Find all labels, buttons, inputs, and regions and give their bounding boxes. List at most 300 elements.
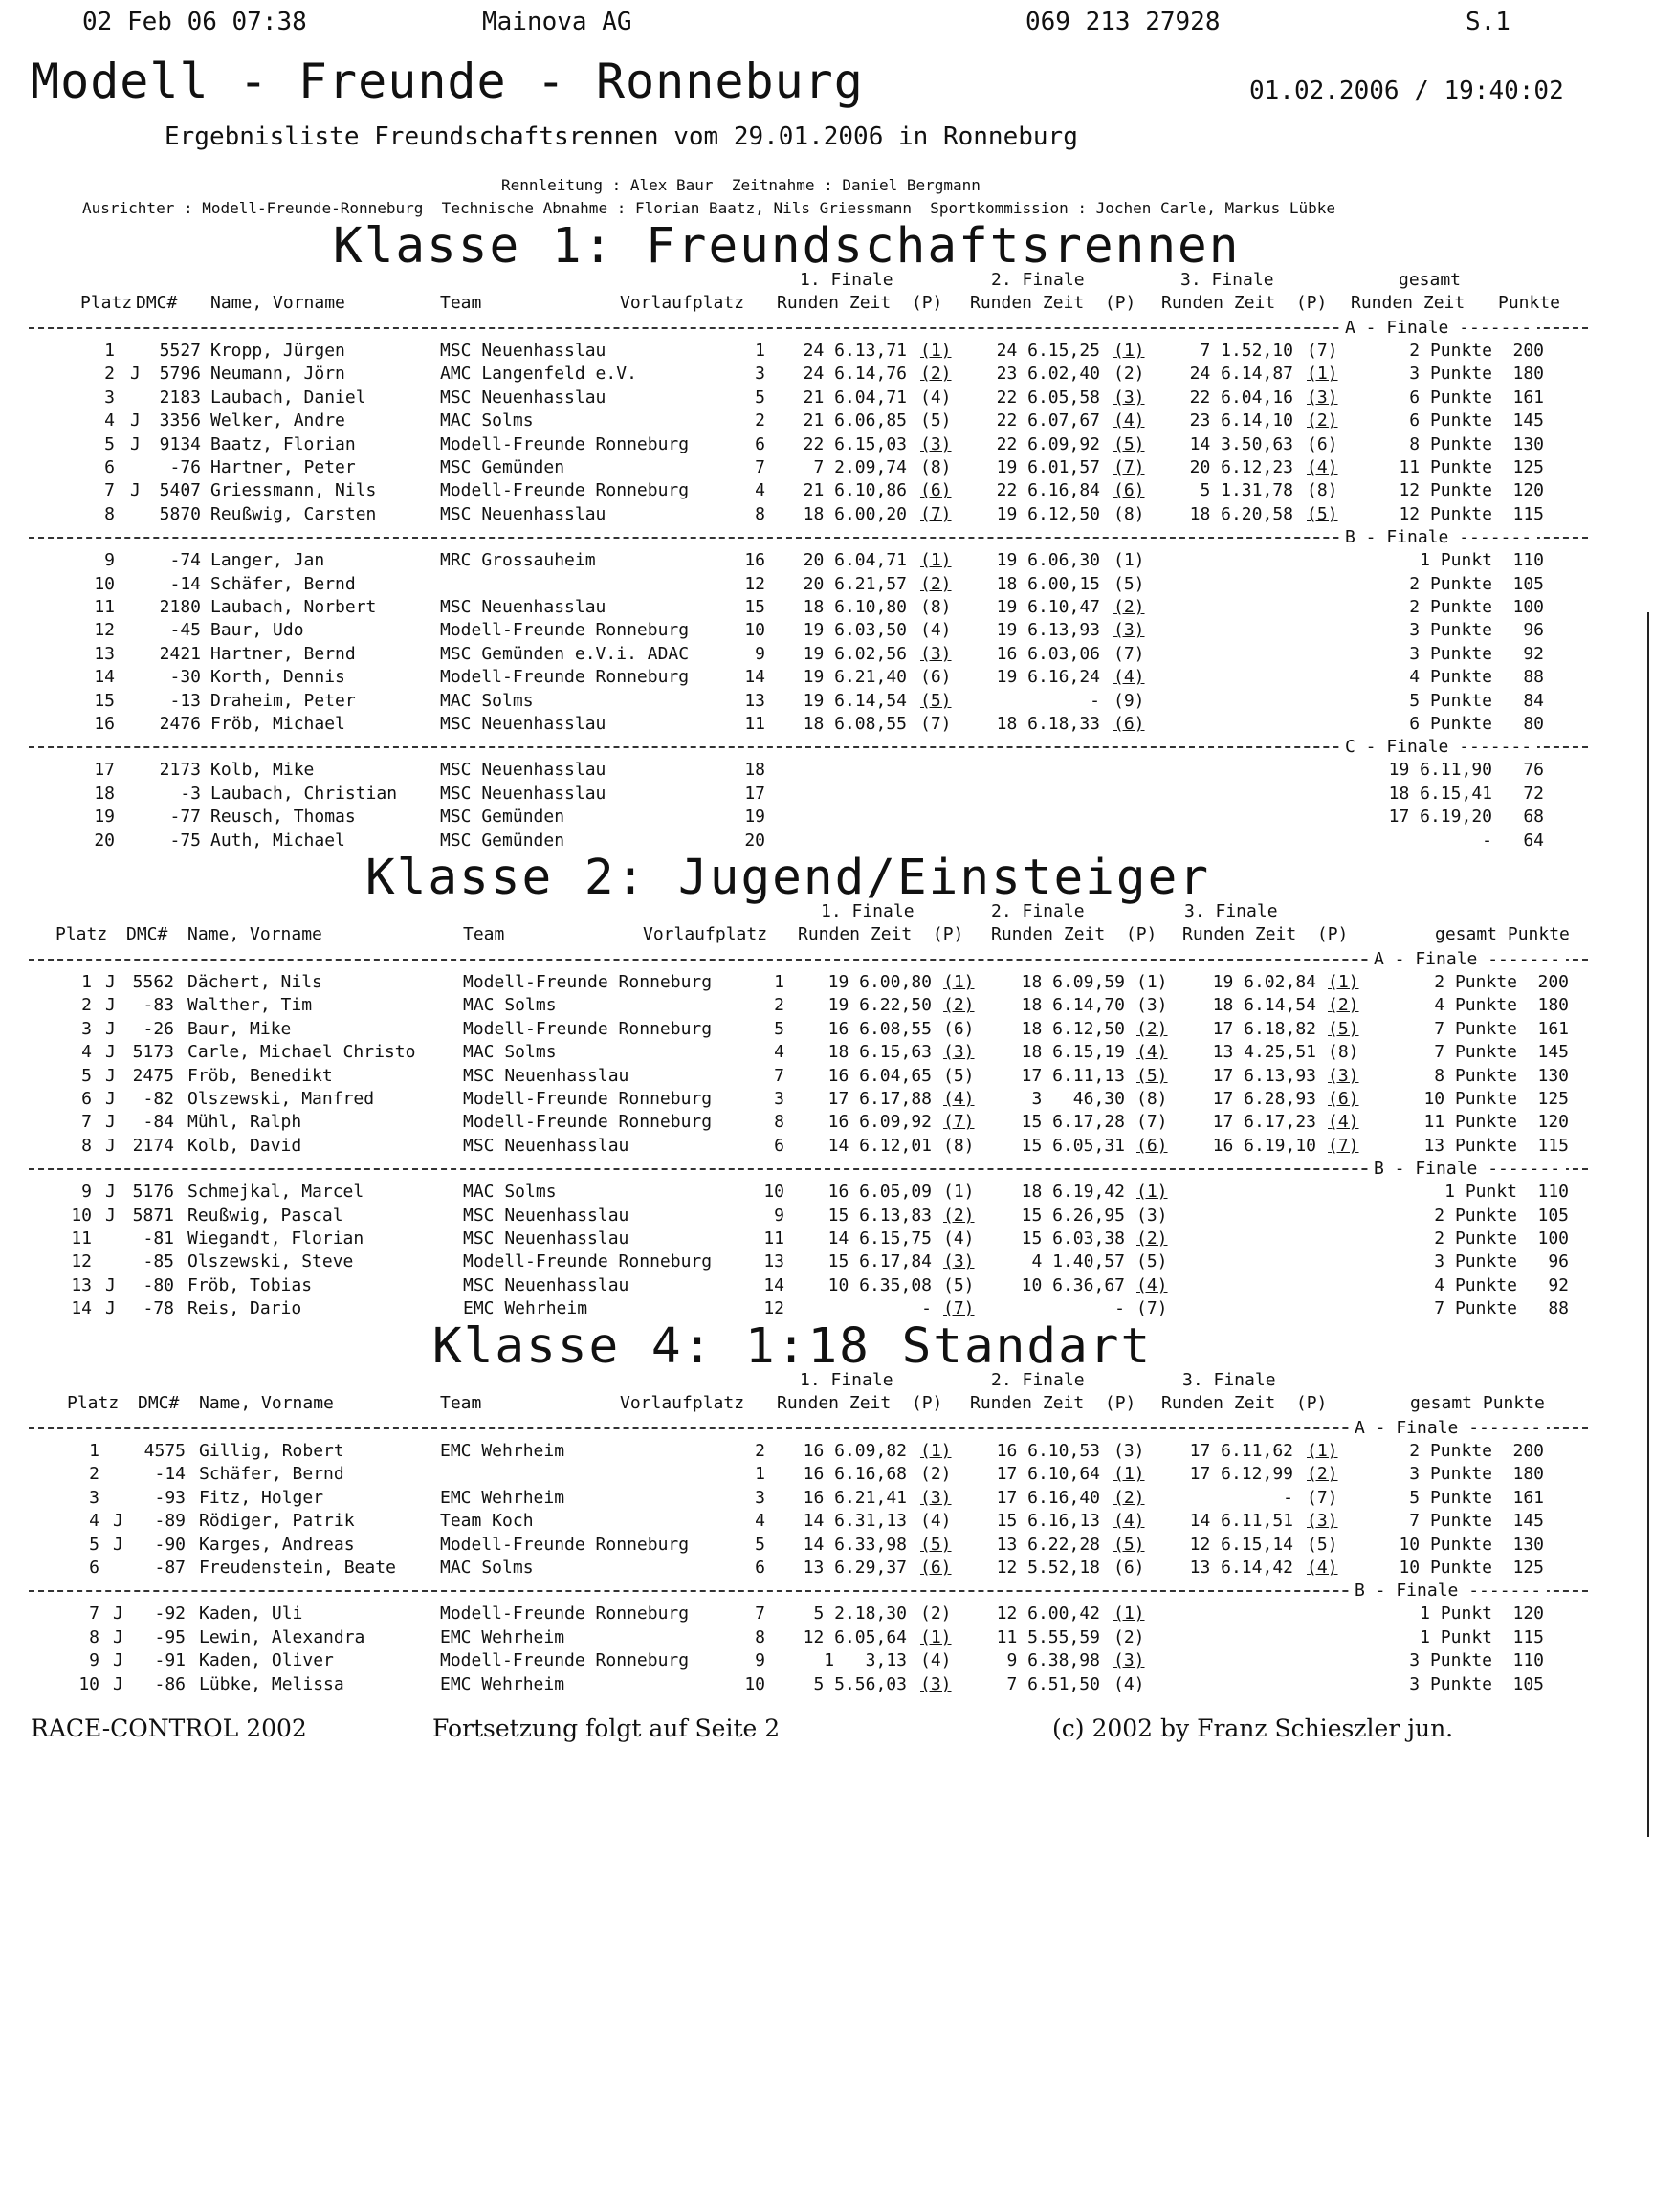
finale2-place: (7) <box>1113 643 1145 664</box>
finale1-place: (8) <box>920 597 952 617</box>
punkte-cell: 161 <box>1512 1487 1544 1508</box>
junior-flag: J <box>130 433 141 454</box>
vorlauf-cell: 4 <box>774 1042 784 1063</box>
vorlauf-cell: 17 <box>744 783 765 804</box>
team-cell: Modell-Freunde Ronneburg <box>440 620 690 641</box>
klasse2-finale-row <box>0 901 1653 922</box>
finale1-place: (2) <box>920 364 952 385</box>
vorlauf-cell: 8 <box>755 1626 765 1648</box>
finale2-cell: 17 6.10,64 <box>996 1464 1100 1485</box>
team-cell: MSC Gemünden e.V.i. ADAC <box>440 643 690 664</box>
name-cell: Olszewski, Steve <box>187 1251 354 1272</box>
junior-flag: J <box>105 995 116 1016</box>
platz-cell: 9 <box>104 550 115 571</box>
dmc-cell: -85 <box>143 1251 174 1272</box>
gesamt-cell: 2 Punkte <box>1409 1441 1492 1461</box>
team-cell: MSC Neuenhasslau <box>463 1274 629 1295</box>
dmc-cell: 5562 <box>132 972 174 992</box>
klasse1-separator-label: A - Finale ------- <box>1339 318 1537 338</box>
junior-flag: J <box>105 1182 116 1203</box>
punkte-cell: 115 <box>1537 1135 1569 1156</box>
finale3-place: (8) <box>1328 1042 1359 1063</box>
finale3-place: (3) <box>1307 387 1338 408</box>
team-cell: MAC Solms <box>463 995 557 1016</box>
finale1-cell: 20 6.04,71 <box>803 550 907 571</box>
finale1-place: (7) <box>920 714 952 734</box>
finale1-place: (1) <box>920 1441 952 1461</box>
col-finale1: Runden Zeit (P) <box>777 293 943 313</box>
col-finale1: Runden Zeit (P) <box>798 924 964 944</box>
team-cell: MSC Neuenhasslau <box>440 760 606 781</box>
klasse2-column-row <box>0 924 1653 945</box>
finale1-place: (4) <box>920 1650 952 1671</box>
finale1-label: 1. Finale <box>821 901 915 921</box>
finale1-place: (7) <box>943 1298 975 1319</box>
platz-cell: 4 <box>81 1042 92 1063</box>
finale2-place: (3) <box>1113 1650 1145 1671</box>
name-cell: Kolb, Mike <box>210 760 315 781</box>
punkte-cell: 80 <box>1523 714 1544 734</box>
finale3-place: (1) <box>1307 364 1338 385</box>
finale2-place: (2) <box>1113 364 1145 385</box>
finale2-place: (1) <box>1136 1182 1168 1203</box>
name-cell: Mühl, Ralph <box>187 1112 302 1133</box>
name-cell: Olszewski, Manfred <box>187 1089 375 1109</box>
finale1-cell: 15 6.13,83 <box>827 1205 932 1226</box>
vorlauf-cell: 2 <box>755 1441 765 1461</box>
finale2-label: 2. Finale <box>991 901 1085 921</box>
vorlauf-cell: 2 <box>774 995 784 1016</box>
result-row <box>0 1182 1653 1203</box>
name-cell: Karges, Andreas <box>199 1534 355 1555</box>
vorlauf-cell: 11 <box>763 1228 784 1249</box>
result-row <box>0 1089 1653 1110</box>
platz-cell: 1 <box>89 1441 99 1461</box>
finale2-cell: 15 6.26,95 <box>1021 1205 1125 1226</box>
platz-cell: 13 <box>71 1274 92 1295</box>
platz-cell: 7 <box>81 1112 92 1133</box>
result-row <box>0 1558 1653 1579</box>
name-cell: Wiegandt, Florian <box>187 1228 364 1249</box>
finale2-place: (3) <box>1113 1441 1145 1461</box>
team-cell: EMC Wehrheim <box>440 1487 565 1508</box>
name-cell: Draheim, Peter <box>210 690 356 711</box>
footer-software: RACE-CONTROL 2002 <box>31 1714 307 1742</box>
team-cell: MSC Neuenhasslau <box>440 597 606 617</box>
vorlauf-cell: 4 <box>755 1511 765 1532</box>
finale3-label: 3. Finale <box>1184 901 1278 921</box>
team-cell: MAC Solms <box>463 1182 557 1203</box>
finale1-cell: 16 6.08,55 <box>827 1018 932 1039</box>
dmc-cell: 3356 <box>159 410 201 431</box>
vorlauf-cell: 6 <box>755 433 765 454</box>
vorlauf-cell: 10 <box>744 1673 765 1694</box>
gesamt-cell: 12 Punkte <box>1399 480 1492 501</box>
finale3-place: (8) <box>1307 480 1338 501</box>
dmc-cell: -93 <box>154 1487 186 1508</box>
team-cell: MSC Neuenhasslau <box>463 1205 629 1226</box>
platz-cell: 7 <box>104 480 115 501</box>
name-cell: Laubach, Christian <box>210 783 398 804</box>
klasse1-title: Klasse 1: Freundschaftsrennen <box>333 218 1241 275</box>
dmc-cell: -77 <box>169 807 201 828</box>
dmc-cell: 4575 <box>143 1441 186 1461</box>
col-vorlauf: Vorlaufplatz <box>620 293 745 313</box>
finale3-cell: 17 6.18,82 <box>1212 1018 1316 1039</box>
junior-flag: J <box>113 1534 123 1555</box>
col-dmc: DMC# <box>138 1393 180 1413</box>
result-row <box>0 807 1653 828</box>
finale2-place: (5) <box>1113 1534 1145 1555</box>
finale1-place: (1) <box>943 972 975 992</box>
finale2-place: (4) <box>1136 1274 1168 1295</box>
platz-cell: 2 <box>81 995 92 1016</box>
punkte-cell: 84 <box>1523 690 1544 711</box>
result-row <box>0 457 1653 478</box>
col-name: Name, Vorname <box>187 924 322 944</box>
finale2-cell: 18 6.15,19 <box>1021 1042 1125 1063</box>
finale2-place: (3) <box>1136 995 1168 1016</box>
team-cell: MSC Neuenhasslau <box>440 783 606 804</box>
finale3-place: (4) <box>1328 1112 1359 1133</box>
col-punkte: Punkte <box>1498 293 1561 313</box>
junior-flag: J <box>105 1042 116 1063</box>
col-finale2: Runden Zeit (P) <box>970 293 1136 313</box>
team-cell: MAC Solms <box>440 1558 534 1578</box>
vorlauf-cell: 7 <box>774 1065 784 1086</box>
finale1-place: (3) <box>943 1042 975 1063</box>
name-cell: Reis, Dario <box>187 1298 302 1319</box>
platz-cell: 10 <box>94 573 115 594</box>
finale2-cell: - <box>1114 1298 1125 1319</box>
platz-cell: 10 <box>78 1673 99 1694</box>
name-cell: Walther, Tim <box>187 995 313 1016</box>
finale3-place: (6) <box>1307 433 1338 454</box>
platz-cell: 8 <box>104 503 115 524</box>
vorlauf-cell: 13 <box>763 1251 784 1272</box>
gesamt-cell: 2 Punkte <box>1434 972 1517 992</box>
dmc-cell: 2183 <box>159 387 201 408</box>
results-subtitle: Ergebnisliste Freundschaftsrennen vom 29.01.2006 in Ronneburg <box>165 122 1078 151</box>
result-row <box>0 574 1653 595</box>
finale2-cell: 24 6.15,25 <box>996 341 1100 361</box>
finale1-cell: 16 6.16,68 <box>803 1464 907 1485</box>
vorlauf-cell: 7 <box>755 1604 765 1625</box>
finale2-cell: 18 6.14,70 <box>1021 995 1125 1016</box>
klasse1-separator-label: C - Finale ------- <box>1339 737 1537 757</box>
finale1-cell: 18 6.10,80 <box>803 597 907 617</box>
finale2-place: (6) <box>1136 1135 1168 1156</box>
punkte-cell: 72 <box>1523 783 1544 804</box>
punkte-cell: 115 <box>1512 1626 1544 1648</box>
result-row <box>0 1511 1653 1532</box>
finale3-place: (3) <box>1307 1511 1338 1532</box>
gesamt-cell: 1 Punkt <box>1444 1182 1517 1203</box>
finale3-place: (2) <box>1307 410 1338 431</box>
vorlauf-cell: 1 <box>755 1464 765 1485</box>
vorlauf-cell: 10 <box>763 1182 784 1203</box>
dmc-cell: 5527 <box>159 341 201 361</box>
team-cell: MAC Solms <box>440 410 534 431</box>
finale1-cell: 22 6.15,03 <box>803 433 907 454</box>
name-cell: Schmejkal, Marcel <box>187 1182 364 1203</box>
finale3-cell: 14 6.11,51 <box>1189 1511 1293 1532</box>
finale1-cell: 16 6.09,92 <box>827 1112 932 1133</box>
name-cell: Gillig, Robert <box>199 1441 344 1461</box>
finale2-cell: 18 6.12,50 <box>1021 1018 1125 1039</box>
col-finale1: Runden Zeit (P) <box>777 1393 943 1413</box>
finale2-place: (7) <box>1136 1112 1168 1133</box>
junior-flag: J <box>105 1274 116 1295</box>
finale1-place: (7) <box>920 503 952 524</box>
result-row <box>0 691 1653 712</box>
finale3-cell: 17 6.12,99 <box>1189 1464 1293 1485</box>
platz-cell: 9 <box>81 1182 92 1203</box>
gesamt-cell: 6 Punkte <box>1409 714 1492 734</box>
finale3-cell: 22 6.04,16 <box>1189 387 1293 408</box>
finale2-cell: 17 6.16,40 <box>996 1487 1100 1508</box>
name-cell: Hartner, Peter <box>210 457 356 477</box>
team-cell: Modell-Freunde Ronneburg <box>440 1650 690 1671</box>
team-cell: Modell-Freunde Ronneburg <box>440 433 690 454</box>
vorlauf-cell: 14 <box>763 1274 784 1295</box>
finale3-place: (5) <box>1307 503 1338 524</box>
col-finale2: Runden Zeit (P) <box>991 924 1157 944</box>
finale2-place: (2) <box>1136 1018 1168 1039</box>
finale3-cell: 14 3.50,63 <box>1189 433 1293 454</box>
finale1-place: (4) <box>920 620 952 641</box>
vorlauf-cell: 3 <box>755 1487 765 1508</box>
gesamt-cell: 7 Punkte <box>1409 1511 1492 1532</box>
finale2-cell: 22 6.16,84 <box>996 480 1100 501</box>
finale2-cell: 18 6.00,15 <box>996 573 1100 594</box>
finale1-cell: 21 6.10,86 <box>803 480 907 501</box>
name-cell: Kaden, Oliver <box>199 1650 334 1671</box>
finale1-place: (7) <box>943 1112 975 1133</box>
finale3-cell: 19 6.02,84 <box>1212 972 1316 992</box>
finale3-cell: - <box>1283 1487 1293 1508</box>
finale2-place: (7) <box>1113 457 1145 477</box>
name-cell: Auth, Michael <box>210 830 345 851</box>
dmc-cell: -75 <box>169 830 201 851</box>
finale3-place: (1) <box>1307 1441 1338 1461</box>
result-row <box>0 550 1653 571</box>
name-cell: Griessmann, Nils <box>210 480 377 501</box>
finale3-cell: 5 1.31,78 <box>1200 480 1293 501</box>
vorlauf-cell: 18 <box>744 760 765 781</box>
junior-flag: J <box>105 1112 116 1133</box>
result-row <box>0 364 1653 385</box>
finale3-cell: 17 6.11,62 <box>1189 1441 1293 1461</box>
punkte-cell: 130 <box>1512 1534 1544 1555</box>
name-cell: Reusch, Thomas <box>210 807 356 828</box>
finale2-cell: 10 6.36,67 <box>1021 1274 1125 1295</box>
team-cell: MSC Neuenhasslau <box>440 387 606 408</box>
finale2-place: (6) <box>1113 1558 1145 1578</box>
klasse2-title: Klasse 2: Jugend/Einsteiger <box>365 850 1211 906</box>
finale3-place: (4) <box>1307 1558 1338 1578</box>
punkte-cell: 115 <box>1512 503 1544 524</box>
finale1-cell: 12 6.05,64 <box>803 1626 907 1648</box>
dmc-cell: 2421 <box>159 643 201 664</box>
junior-flag: J <box>113 1650 123 1671</box>
finale1-cell: 7 2.09,74 <box>813 457 907 477</box>
punkte-cell: 88 <box>1523 667 1544 688</box>
finale2-place: (4) <box>1113 410 1145 431</box>
finale1-place: (2) <box>943 995 975 1016</box>
vorlauf-cell: 9 <box>755 643 765 664</box>
team-cell: Modell-Freunde Ronneburg <box>440 667 690 688</box>
platz-cell: 1 <box>104 341 115 361</box>
finale2-cell: 15 6.17,28 <box>1021 1112 1125 1133</box>
finale2-cell: 4 1.40,57 <box>1031 1251 1125 1272</box>
result-row <box>0 1206 1653 1227</box>
finale1-cell: 16 6.09,82 <box>803 1441 907 1461</box>
vorlauf-cell: 12 <box>744 573 765 594</box>
dmc-cell: -45 <box>169 620 201 641</box>
junior-flag: J <box>105 1205 116 1226</box>
team-cell: MSC Gemünden <box>440 830 565 851</box>
punkte-cell: 125 <box>1512 1558 1544 1578</box>
gesamt-cell: 1 Punkt <box>1420 1626 1492 1648</box>
junior-flag: J <box>105 972 116 992</box>
dmc-cell: -13 <box>169 690 201 711</box>
finale3-cell: 18 6.20,58 <box>1189 503 1293 524</box>
finale1-cell: 13 6.29,37 <box>803 1558 907 1578</box>
team-cell: Modell-Freunde Ronneburg <box>463 1018 713 1039</box>
gesamt-cell: 12 Punkte <box>1399 503 1492 524</box>
team-cell: Modell-Freunde Ronneburg <box>440 480 690 501</box>
team-cell: EMC Wehrheim <box>440 1441 565 1461</box>
team-cell: Modell-Freunde Ronneburg <box>463 1112 713 1133</box>
finale2-place: (4) <box>1113 667 1145 688</box>
junior-flag: J <box>105 1018 116 1039</box>
punkte-cell: 105 <box>1537 1205 1569 1226</box>
result-row <box>0 1019 1653 1040</box>
finale3-place: (7) <box>1307 1487 1338 1508</box>
result-row <box>0 972 1653 993</box>
finale3-cell: 12 6.15,14 <box>1189 1534 1293 1555</box>
team-cell: EMC Wehrheim <box>440 1673 565 1694</box>
punkte-cell: 130 <box>1537 1065 1569 1086</box>
dmc-cell: -14 <box>154 1464 186 1485</box>
vorlauf-cell: 9 <box>774 1205 784 1226</box>
name-cell: Freudenstein, Beate <box>199 1558 396 1578</box>
finale2-cell: 16 6.10,53 <box>996 1441 1100 1461</box>
name-cell: Carle, Michael Christo <box>187 1042 416 1063</box>
footer-copyright: (c) 2002 by Franz Schieszler jun. <box>1052 1714 1454 1742</box>
platz-cell: 16 <box>94 714 115 734</box>
result-row <box>0 1674 1653 1695</box>
dmc-cell: -26 <box>143 1018 174 1039</box>
finale1-cell: - <box>921 1298 932 1319</box>
finale3-place: (7) <box>1307 341 1338 361</box>
finale2-cell: 15 6.03,38 <box>1021 1228 1125 1249</box>
finale3-cell: 24 6.14,87 <box>1189 364 1293 385</box>
platz-cell: 3 <box>81 1018 92 1039</box>
finale1-cell: 16 6.05,09 <box>827 1182 932 1203</box>
vorlauf-cell: 6 <box>755 1558 765 1578</box>
platz-cell: 13 <box>94 643 115 664</box>
result-row <box>0 1251 1653 1272</box>
col-finale3: Runden Zeit (P) <box>1161 293 1328 313</box>
result-row <box>0 1298 1653 1319</box>
finale2-place: (5) <box>1113 573 1145 594</box>
gesamt-cell: 3 Punkte <box>1434 1251 1517 1272</box>
finale2-place: (3) <box>1113 387 1145 408</box>
team-cell: MSC Neuenhasslau <box>463 1228 629 1249</box>
punkte-cell: 105 <box>1512 573 1544 594</box>
finale1-cell: 18 6.15,63 <box>827 1042 932 1063</box>
col-finale2: Runden Zeit (P) <box>970 1393 1136 1413</box>
finale2-place: (2) <box>1113 1487 1145 1508</box>
result-row <box>0 410 1653 431</box>
platz-cell: 6 <box>81 1089 92 1109</box>
team-cell: Modell-Freunde Ronneburg <box>463 1251 713 1272</box>
finale1-cell: 15 6.17,84 <box>827 1251 932 1272</box>
punkte-cell: 110 <box>1537 1182 1569 1203</box>
finale2-place: (1) <box>1136 972 1168 992</box>
finale1-cell: 14 6.31,13 <box>803 1511 907 1532</box>
team-cell: Modell-Freunde Ronneburg <box>440 1604 690 1625</box>
gesamt-cell: 17 6.19,20 <box>1388 807 1492 828</box>
finale1-place: (1) <box>943 1182 975 1203</box>
punkte-cell: 120 <box>1537 1112 1569 1133</box>
finale1-cell: 1 3,13 <box>824 1650 907 1671</box>
finale2-cell: 19 6.16,24 <box>996 667 1100 688</box>
finale2-place: (7) <box>1136 1298 1168 1319</box>
name-cell: Neumann, Jörn <box>210 364 345 385</box>
name-cell: Schäfer, Bernd <box>199 1464 344 1485</box>
finale1-cell: 14 6.33,98 <box>803 1534 907 1555</box>
gesamt-cell: 3 Punkte <box>1409 620 1492 641</box>
junior-flag: J <box>105 1065 116 1086</box>
junior-flag: J <box>130 410 141 431</box>
finale1-cell: 17 6.17,88 <box>827 1089 932 1109</box>
finale1-place: (5) <box>920 690 952 711</box>
dmc-cell: 5870 <box>159 503 201 524</box>
name-cell: Reußwig, Pascal <box>187 1205 343 1226</box>
result-row <box>0 434 1653 455</box>
finale2-label: 2. Finale <box>991 270 1085 290</box>
finale2-place: (6) <box>1113 714 1145 734</box>
gesamt-cell: 6 Punkte <box>1409 387 1492 408</box>
finale3-place: (1) <box>1328 972 1359 992</box>
finale3-place: (4) <box>1307 457 1338 477</box>
vorlauf-cell: 2 <box>755 410 765 431</box>
gesamt-cell: 3 Punkte <box>1409 1650 1492 1671</box>
col-gesamt-punkte: gesamt Punkte <box>1435 924 1570 944</box>
platz-cell: 14 <box>71 1298 92 1319</box>
dmc-cell: 5796 <box>159 364 201 385</box>
finale1-cell: 14 6.12,01 <box>827 1135 932 1156</box>
vorlauf-cell: 6 <box>774 1135 784 1156</box>
name-cell: Laubach, Norbert <box>210 597 377 617</box>
klasse2-separator <box>29 959 1588 961</box>
finale3-cell: 13 6.14,42 <box>1189 1558 1293 1578</box>
col-team: Team <box>440 293 482 313</box>
name-cell: Fröb, Tobias <box>187 1274 313 1295</box>
name-cell: Fröb, Benedikt <box>187 1065 333 1086</box>
result-row <box>0 504 1653 525</box>
punkte-cell: 100 <box>1537 1228 1569 1249</box>
platz-cell: 3 <box>89 1487 99 1508</box>
platz-cell: 9 <box>89 1650 99 1671</box>
team-cell: EMC Wehrheim <box>440 1626 565 1648</box>
platz-cell: 11 <box>94 597 115 617</box>
col-gesamt-punkte: gesamt Punkte <box>1410 1393 1545 1413</box>
gesamt-cell: 2 Punkte <box>1409 597 1492 617</box>
